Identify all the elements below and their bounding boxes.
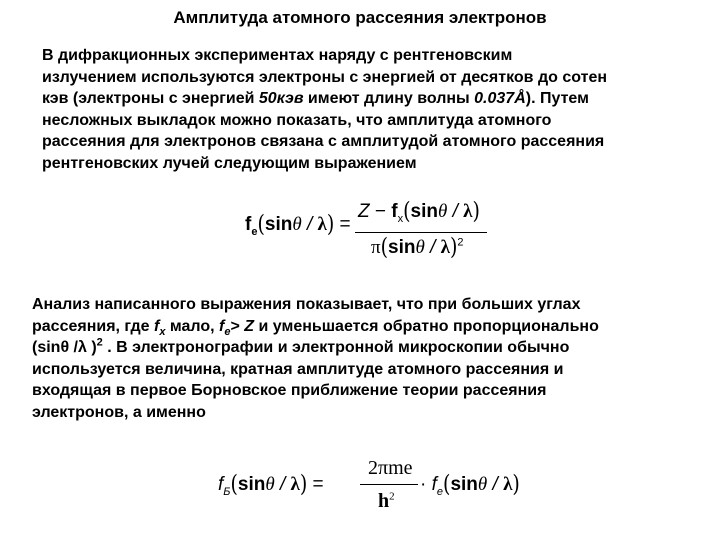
intro-line-3: кэв (электроны с энергией 50кэв имеют длину волны 0.037Å). Путем [42,90,589,107]
analysis-line-1: Анализ написанного выражения показывает, что при больших углах [32,296,581,313]
formula1-fraction-bar [355,232,487,233]
intro-line-2: излучением используются электроны с энергией от десятков до сотен [42,68,607,86]
intro-line-5: рассеяния для электронов связана с амплитудой атомного рассеяния [42,133,605,150]
intro-line-1: В дифракционных экспериментах наряду с рентгеновским [42,47,513,64]
analysis-line-2: рассеяния, где $f_x$ мало, $f_e> Z$ и уменьшается обратно пропорционально [32,317,599,338]
slide-title: Амплитуда атомного рассеяния электронов [173,8,547,27]
formula2-lhs: $f_Б(\sin\theta / \lambda)$ = [218,470,324,498]
analysis-line-4: используется величина, кратная амплитуде атомного рассеяния и [32,360,564,378]
intro-paragraph [42,45,607,174]
wavelength-value: 0.037Å [474,90,526,107]
analysis-line-3: (sinθ /λ )$^2$ . В электронографии и электронной микроскопии обычно [32,336,570,356]
formula2-rhs: · $f_e(\sin\theta / \lambda)$ [420,470,520,498]
analysis-paragraph [32,294,599,423]
formula2-numerator: 2πme [368,457,413,479]
analysis-line-5: входящая в первое Борновское приближение теории рассеяния [32,382,547,399]
formula2-denominator: $h^2$ [378,490,395,512]
formula2-fraction-bar [360,484,418,485]
intro-line-6: рентгеновских лучей следующим выражением [42,154,417,172]
analysis-line-6: электронов, а именно [32,403,206,421]
intro-line-4: несложных выкладок можно показать, что амплитуда атомного [42,111,552,129]
energy-value: 50кэв [258,90,304,107]
formula1-denominator: π(sinθ / λ)$^2$ [371,233,464,261]
formula1-numerator: $Z - f_x(\sin\theta / \lambda)$ [358,197,480,225]
formula1-lhs: $f_e(\sin\theta / \lambda)$ = [245,210,351,238]
